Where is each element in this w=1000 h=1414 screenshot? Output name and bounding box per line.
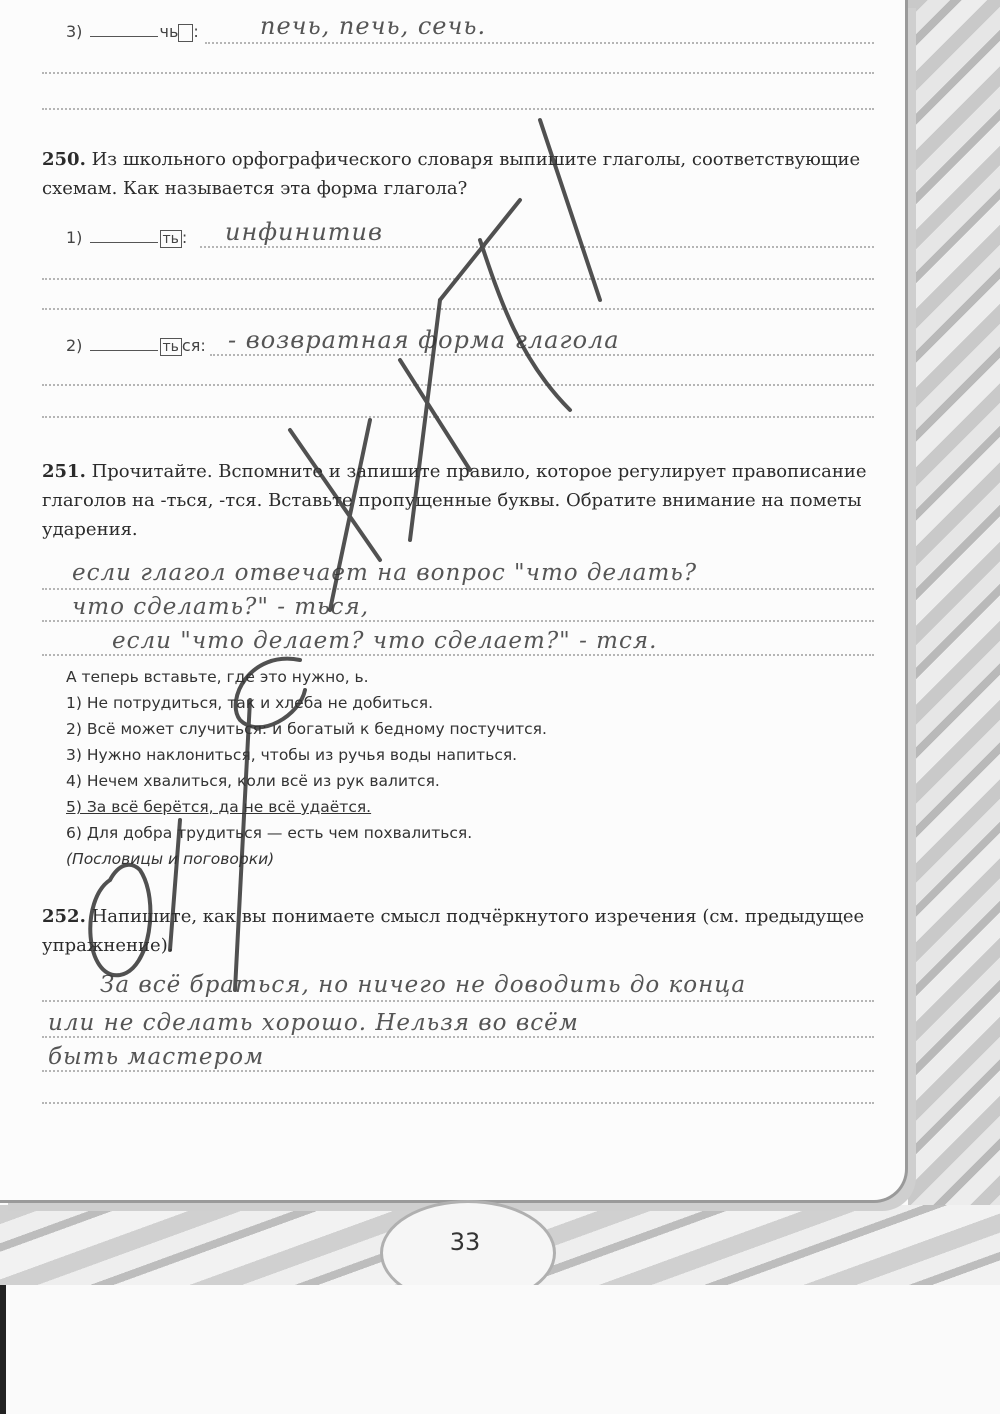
proverbs-source: (Пословицы и поговорки)	[66, 850, 275, 868]
top-scheme-item: 3) чь :	[66, 22, 199, 41]
lower-margin	[0, 1285, 1000, 1414]
exercise-252-text	[42, 902, 882, 960]
handwritten-answer: печь, печь, сечь.	[260, 12, 487, 40]
dotted-line	[205, 42, 874, 44]
handwritten-rule-line-2: что сделать?" - ться,	[72, 594, 370, 620]
exercise-instruction: Из школьного орфографического словаря выпишите глаголы, соответствующие схемам. Как называется эта форма глагола?	[42, 149, 861, 199]
exercise-instruction: Прочитайте. Вспомните и запишите правило, которое регулирует правописание глаголов на -ться, -тся. Вставьте пропущенные буквы. Обратите внимание на пометы ударения.	[42, 461, 867, 540]
proverb-6: 6) Для добра трудиться — есть чем похвалиться.	[66, 824, 473, 842]
scheme-box	[178, 24, 193, 42]
proverb-1: 1) Не потрудиться, так и хлеба не добиться.	[66, 694, 434, 712]
item-number: 2)	[66, 336, 83, 355]
binding-edge	[0, 1285, 6, 1414]
dotted-line	[200, 246, 874, 248]
scheme-blank	[90, 350, 158, 351]
scheme-item-1: 1) ть :	[66, 228, 188, 247]
handwritten-answer-line-1: За всё браться, но ничего не доводить до конца	[100, 972, 747, 998]
scheme-box: ть	[160, 230, 182, 248]
scheme-blank	[90, 242, 158, 243]
page-number: 33	[449, 1228, 481, 1256]
handwritten-rule-line-1: если глагол отвечает на вопрос "что делать?	[72, 560, 698, 586]
exercise-instruction: Напишите, как вы понимаете смысл подчёркнутого изречения (см. предыдущее упражнение).	[42, 906, 865, 956]
exercise-number: 250.	[42, 149, 86, 170]
proverbs-intro: А теперь вставьте, где это нужно, ь.	[66, 668, 369, 686]
dotted-line	[42, 278, 874, 280]
scheme-item-2: 2) ть ся:	[66, 336, 206, 355]
proverb-3: 3) Нужно наклониться, чтобы из ручья воды напиться.	[66, 746, 518, 764]
dotted-line	[42, 108, 874, 110]
proverb-2: 2) Всё может случиться: и богатый к бедному постучится.	[66, 720, 547, 738]
dotted-line	[42, 588, 874, 590]
item-number: 1)	[66, 228, 83, 247]
handwritten-answer: инфинитив	[225, 218, 383, 246]
exercise-number: 251.	[42, 461, 86, 482]
proverb-5-underlined: 5) За всё берётся, да не всё удаётся.	[66, 798, 372, 816]
scheme-suffix: ся	[181, 336, 201, 355]
dotted-line	[42, 1102, 874, 1104]
proverbs-list	[66, 664, 547, 872]
side-decorative-pattern	[908, 0, 1000, 1260]
dotted-line	[42, 72, 874, 74]
dotted-line	[42, 1036, 874, 1038]
exercise-250-text	[42, 145, 882, 203]
dotted-line	[42, 1070, 874, 1072]
scheme-box: ть	[160, 338, 182, 356]
dotted-line	[42, 620, 874, 622]
handwritten-answer-line-3: быть мастером	[48, 1044, 265, 1070]
exercise-number: 252.	[42, 906, 86, 927]
proverb-4: 4) Нечем хвалиться, коли всё из рук валится.	[66, 772, 440, 790]
dotted-line	[42, 416, 874, 418]
handwritten-answer-line-2: или не сделать хорошо. Нельзя во всём	[48, 1010, 579, 1036]
scheme-blank	[90, 36, 158, 37]
handwritten-answer: - возвратная форма глагола	[228, 326, 620, 354]
dotted-line	[42, 654, 874, 656]
dotted-line	[210, 354, 874, 356]
dotted-line	[42, 1000, 874, 1002]
scheme-ending: чь	[159, 22, 179, 41]
item-number: 3)	[66, 22, 83, 41]
handwritten-rule-line-3: если "что делает? что сделает?" - тся.	[112, 628, 658, 654]
exercise-251-text	[42, 457, 882, 544]
dotted-line	[42, 384, 874, 386]
dotted-line	[42, 308, 874, 310]
